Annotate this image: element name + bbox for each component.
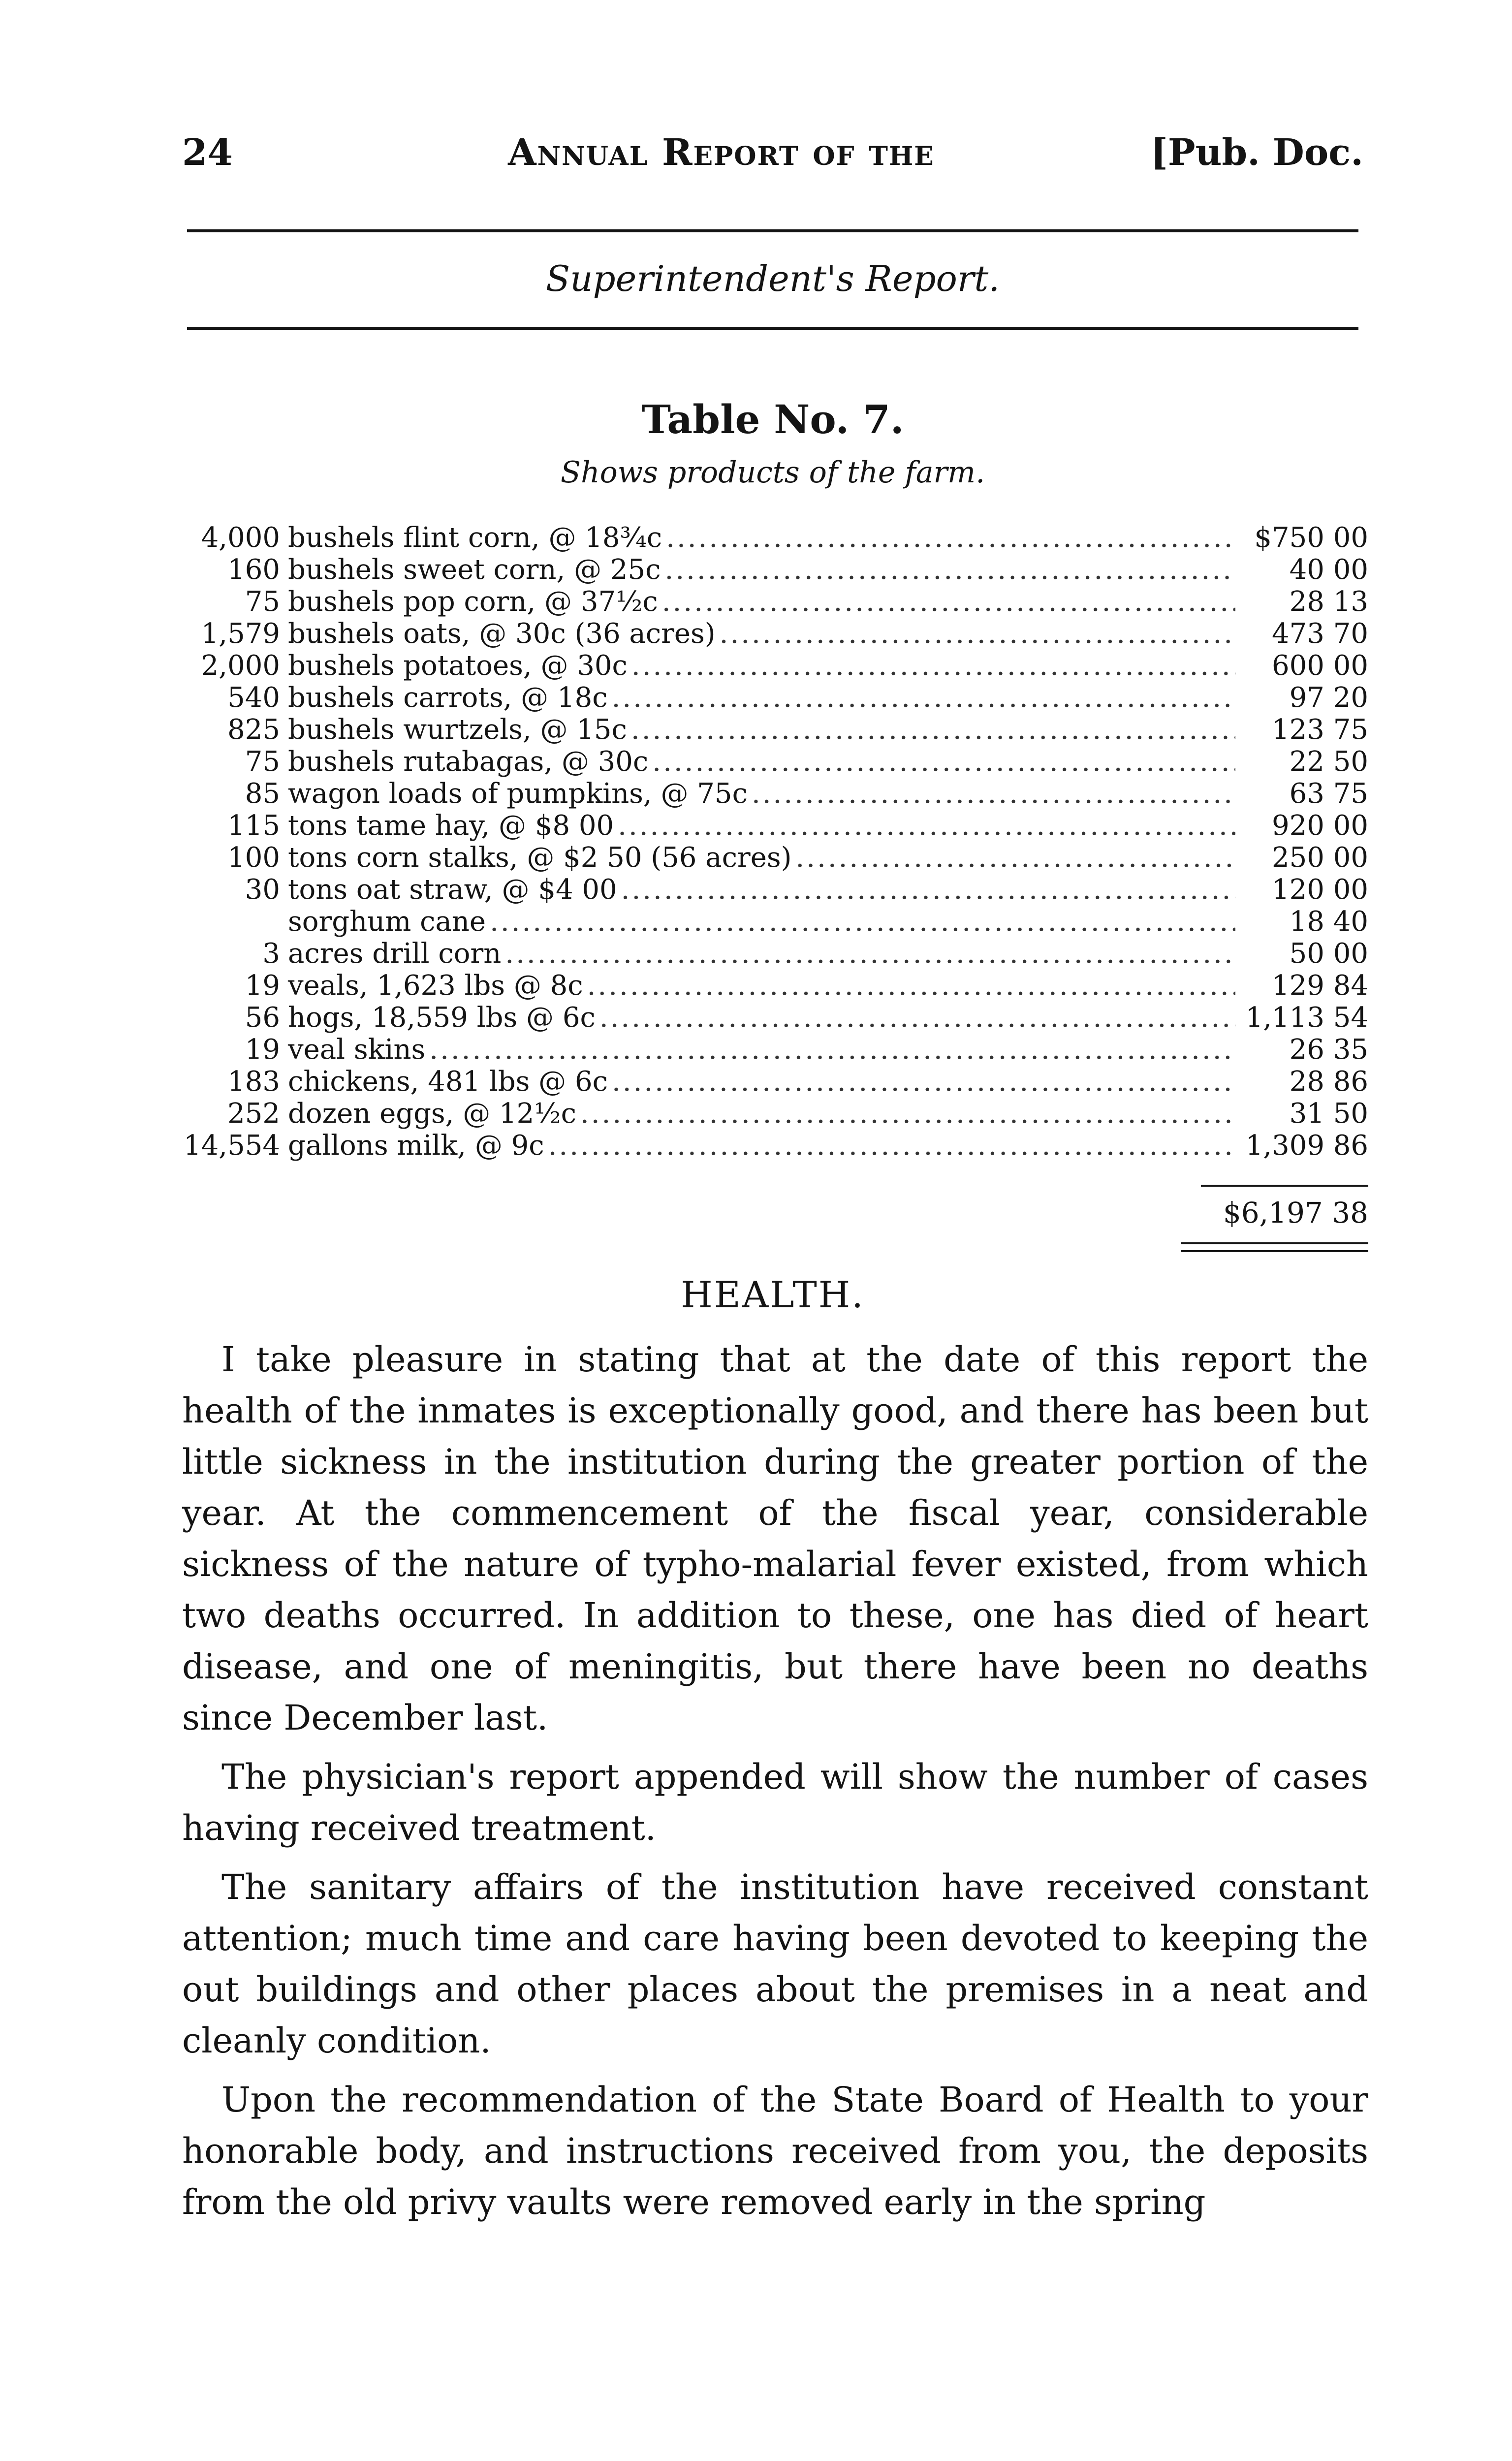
section-subhead: Superintendent's Report.: [545, 258, 1000, 299]
paragraph: I take pleasure in stating that at the date of this report the health of the inmates is exceptionally good, and there has been but little sickness in the institution during the greater portion of the year. At the commencement of the fiscal year, considerable sickness of the nature of typho-malarial fever existed, from which two deaths occurred. In addition to these, one has died of heart disease, and one of meningitis, but there have been no deaths since December last.: [182, 1339, 1368, 1738]
row-description: tons tame hay, @ $8 00: [288, 810, 614, 842]
row-quantity: 75: [245, 586, 280, 618]
dot-leader: [580, 1098, 1235, 1130]
row-amount: $750 00: [1254, 522, 1368, 554]
row-quantity: 30: [245, 874, 280, 906]
document-label: [Pub. Doc.: [1150, 131, 1363, 174]
row-description: bushels sweet corn, @ 25c: [288, 554, 661, 586]
dot-leader: [618, 810, 1235, 842]
row-amount: 97 20: [1289, 682, 1368, 714]
row-amount: 18 40: [1289, 906, 1368, 938]
table-row: [182, 682, 1368, 714]
row-description: veal skins: [288, 1034, 426, 1066]
dot-leader: [587, 970, 1235, 1002]
health-section-body: [182, 1334, 1368, 2236]
row-amount: 31 50: [1289, 1098, 1368, 1130]
row-amount: 123 75: [1272, 714, 1368, 746]
table-row: [182, 970, 1368, 1002]
row-description: tons oat straw, @ $4 00: [288, 874, 617, 906]
table-total: $6,197 38: [1223, 1196, 1368, 1230]
dot-leader: [490, 906, 1235, 938]
row-description: bushels flint corn, @ 18¾c: [288, 522, 662, 554]
table-row: [182, 874, 1368, 906]
row-description: chickens, 481 lbs @ 6c: [288, 1066, 608, 1098]
health-heading: HEALTH.: [681, 1274, 865, 1316]
row-quantity: 14,554: [184, 1130, 280, 1162]
table-row: [182, 938, 1368, 970]
row-amount: 473 70: [1272, 618, 1368, 650]
row-amount: 1,113 54: [1245, 1002, 1368, 1034]
row-amount: 40 00: [1289, 554, 1368, 586]
dot-leader: [599, 1002, 1235, 1034]
row-description: sorghum cane: [288, 906, 486, 938]
row-amount: 600 00: [1272, 650, 1368, 682]
dot-leader: [666, 522, 1235, 554]
dot-leader: [631, 714, 1235, 746]
paragraph: The sanitary affairs of the institution have received constant attention; much time and care having been devoted to keeping the out buildings and other places about the premises in a neat and cleanly condition.: [182, 1867, 1368, 2061]
running-head: [182, 126, 1363, 180]
row-quantity: 85: [245, 778, 280, 810]
row-quantity: 160: [227, 554, 280, 586]
row-quantity: 100: [227, 842, 280, 874]
dot-leader: [505, 938, 1235, 970]
row-description: veals, 1,623 lbs @ 8c: [288, 970, 583, 1002]
row-amount: 120 00: [1272, 874, 1368, 906]
table-subtitle: Shows products of the farm.: [560, 455, 985, 490]
row-description: bushels wurtzels, @ 15c: [288, 714, 627, 746]
row-amount: 28 86: [1289, 1066, 1368, 1098]
table-row: [182, 1098, 1368, 1130]
row-description: bushels potatoes, @ 30c: [288, 650, 628, 682]
row-description: tons corn stalks, @ $2 50 (56 acres): [288, 842, 792, 874]
table-row: [182, 1066, 1368, 1098]
dot-leader: [795, 842, 1235, 874]
row-quantity: 19: [245, 1034, 280, 1066]
row-quantity: 2,000: [201, 650, 280, 682]
table-row: [182, 746, 1368, 778]
row-amount: 63 75: [1289, 778, 1368, 810]
page-number: 24: [182, 131, 233, 174]
row-description: acres drill corn: [288, 938, 502, 970]
farm-products-table: [182, 522, 1368, 1162]
row-description: bushels pop corn, @ 37½c: [288, 586, 658, 618]
running-title: Annual Report of the: [508, 131, 935, 174]
table-row: [182, 554, 1368, 586]
row-amount: 920 00: [1272, 810, 1368, 842]
table-row: [182, 586, 1368, 618]
total-double-rule-lower: [1181, 1250, 1368, 1252]
table-row: [182, 714, 1368, 746]
row-quantity: 183: [227, 1066, 280, 1098]
dot-leader: [665, 554, 1235, 586]
row-amount: 28 13: [1289, 586, 1368, 618]
row-quantity: 540: [227, 682, 280, 714]
table-row: [182, 906, 1368, 938]
row-description: bushels oats, @ 30c (36 acres): [288, 618, 716, 650]
row-quantity: 3: [262, 938, 280, 970]
row-description: bushels carrots, @ 18c: [288, 682, 608, 714]
row-quantity: 4,000: [201, 522, 280, 554]
dot-leader: [720, 618, 1235, 650]
row-quantity: 75: [245, 746, 280, 778]
paragraph: The physician's report appended will show the number of cases having received treatment.: [182, 1757, 1368, 1848]
table-title: Table No. 7.: [641, 396, 904, 442]
table-row: [182, 1034, 1368, 1066]
table-row: [182, 778, 1368, 810]
dot-leader: [429, 1034, 1235, 1066]
row-quantity: 56: [245, 1002, 280, 1034]
table-row: [182, 522, 1368, 554]
row-amount: 26 35: [1289, 1034, 1368, 1066]
table-row: [182, 810, 1368, 842]
dot-leader: [621, 874, 1235, 906]
row-quantity: 1,579: [201, 618, 280, 650]
row-description: gallons milk, @ 9c: [288, 1130, 544, 1162]
table-row: [182, 650, 1368, 682]
dot-leader: [631, 650, 1235, 682]
row-quantity: 252: [227, 1098, 280, 1130]
row-amount: 250 00: [1272, 842, 1368, 874]
row-description: bushels rutabagas, @ 30c: [288, 746, 649, 778]
dot-leader: [652, 746, 1235, 778]
header-rule-top: [187, 229, 1358, 232]
paragraph: Upon the recommendation of the State Board of Health to your honorable body, and instructions received from you, the deposits from the old privy vaults were removed early in the spring: [182, 2080, 1368, 2222]
table-row: [182, 1130, 1368, 1162]
row-quantity: 825: [227, 714, 280, 746]
table-row: [182, 842, 1368, 874]
row-amount: 50 00: [1289, 938, 1368, 970]
row-quantity: 115: [227, 810, 280, 842]
table-row: [182, 1002, 1368, 1034]
dot-leader: [752, 778, 1235, 810]
total-rule: [1201, 1185, 1368, 1187]
row-quantity: 19: [245, 970, 280, 1002]
row-amount: 22 50: [1289, 746, 1368, 778]
dot-leader: [662, 586, 1235, 618]
dot-leader: [612, 1066, 1235, 1098]
row-description: wagon loads of pumpkins, @ 75c: [288, 778, 748, 810]
header-rule-bottom: [187, 327, 1358, 330]
table-row: [182, 618, 1368, 650]
row-amount: 129 84: [1272, 970, 1368, 1002]
row-description: dozen eggs, @ 12½c: [288, 1098, 576, 1130]
dot-leader: [548, 1130, 1235, 1162]
row-amount: 1,309 86: [1245, 1130, 1368, 1162]
dot-leader: [612, 682, 1235, 714]
row-description: hogs, 18,559 lbs @ 6c: [288, 1002, 596, 1034]
total-double-rule-upper: [1181, 1242, 1368, 1244]
